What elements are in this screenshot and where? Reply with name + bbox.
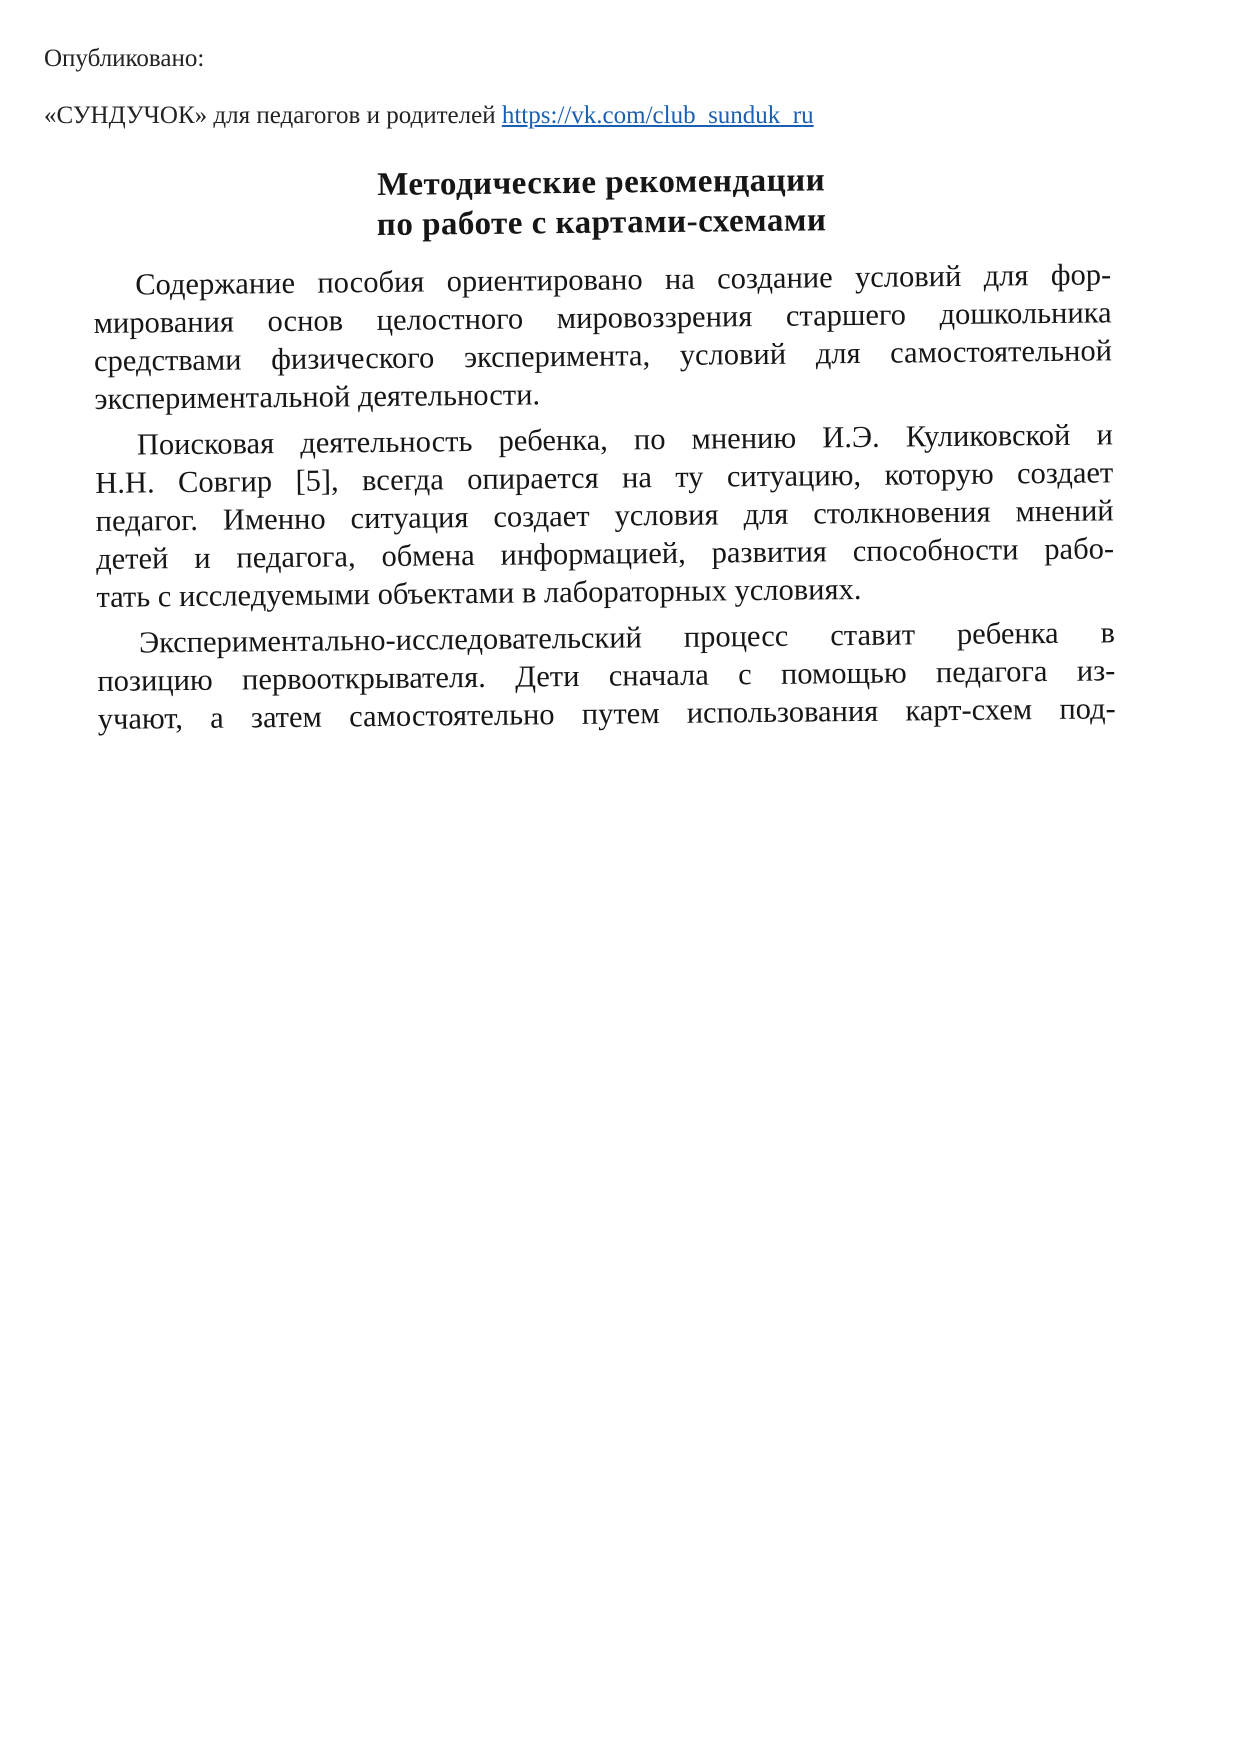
paragraph-line: позицию первооткрывателя. Дети сначала с помощью педагога из- — [97, 653, 1116, 698]
paragraph-line: детей и педагога, обмена информацией, развития способности рабо- — [95, 531, 1115, 576]
paragraph-line: Н.Н. Совгир [5], всегда опирается на ту ситуацию, которую создает — [95, 455, 1114, 500]
paragraph-2 — [95, 415, 1115, 616]
paragraph-line: учают, а затем самостоятельно путем использования карт-схем под- — [97, 691, 1116, 736]
published-label: Опубликовано: — [44, 45, 205, 72]
scanned-page — [92, 157, 1116, 746]
paragraph-line: средствами физического эксперимента, условий для самостоятельной — [93, 333, 1113, 378]
title-line-1: Методические рекомендации — [377, 162, 826, 204]
paragraph-line: экспериментальной деятельности. — [94, 377, 541, 416]
paragraph-3 — [97, 613, 1116, 738]
paragraph-line: Экспериментально-исследовательский процесс ставит ребенка в — [138, 615, 1116, 660]
document-title — [92, 157, 1111, 248]
paragraph-line: педагог. Именно ситуация создает условия для столкновения мнений — [95, 493, 1114, 538]
source-text: «СУНДУЧОК» для педагогов и родителей — [44, 102, 496, 129]
paragraph-line: Поисковая деятельность ребенка, по мнению И.Э. Куликовской и — [136, 417, 1114, 462]
paragraph-line: мирования основ целостного мировоззрения старшего дошкольника — [93, 295, 1112, 340]
title-line-2: по работе с картами-схемами — [376, 202, 827, 244]
source-link[interactable]: https://vk.com/club_sunduk_ru — [501, 102, 814, 129]
paragraph-line: тать с исследуемыми объектами в лабораторных условиях. — [96, 571, 862, 614]
source-line — [44, 101, 814, 131]
paragraph-1 — [93, 255, 1113, 418]
paragraph-line: Содержание пособия ориентировано на создание условий для фор- — [135, 257, 1112, 302]
